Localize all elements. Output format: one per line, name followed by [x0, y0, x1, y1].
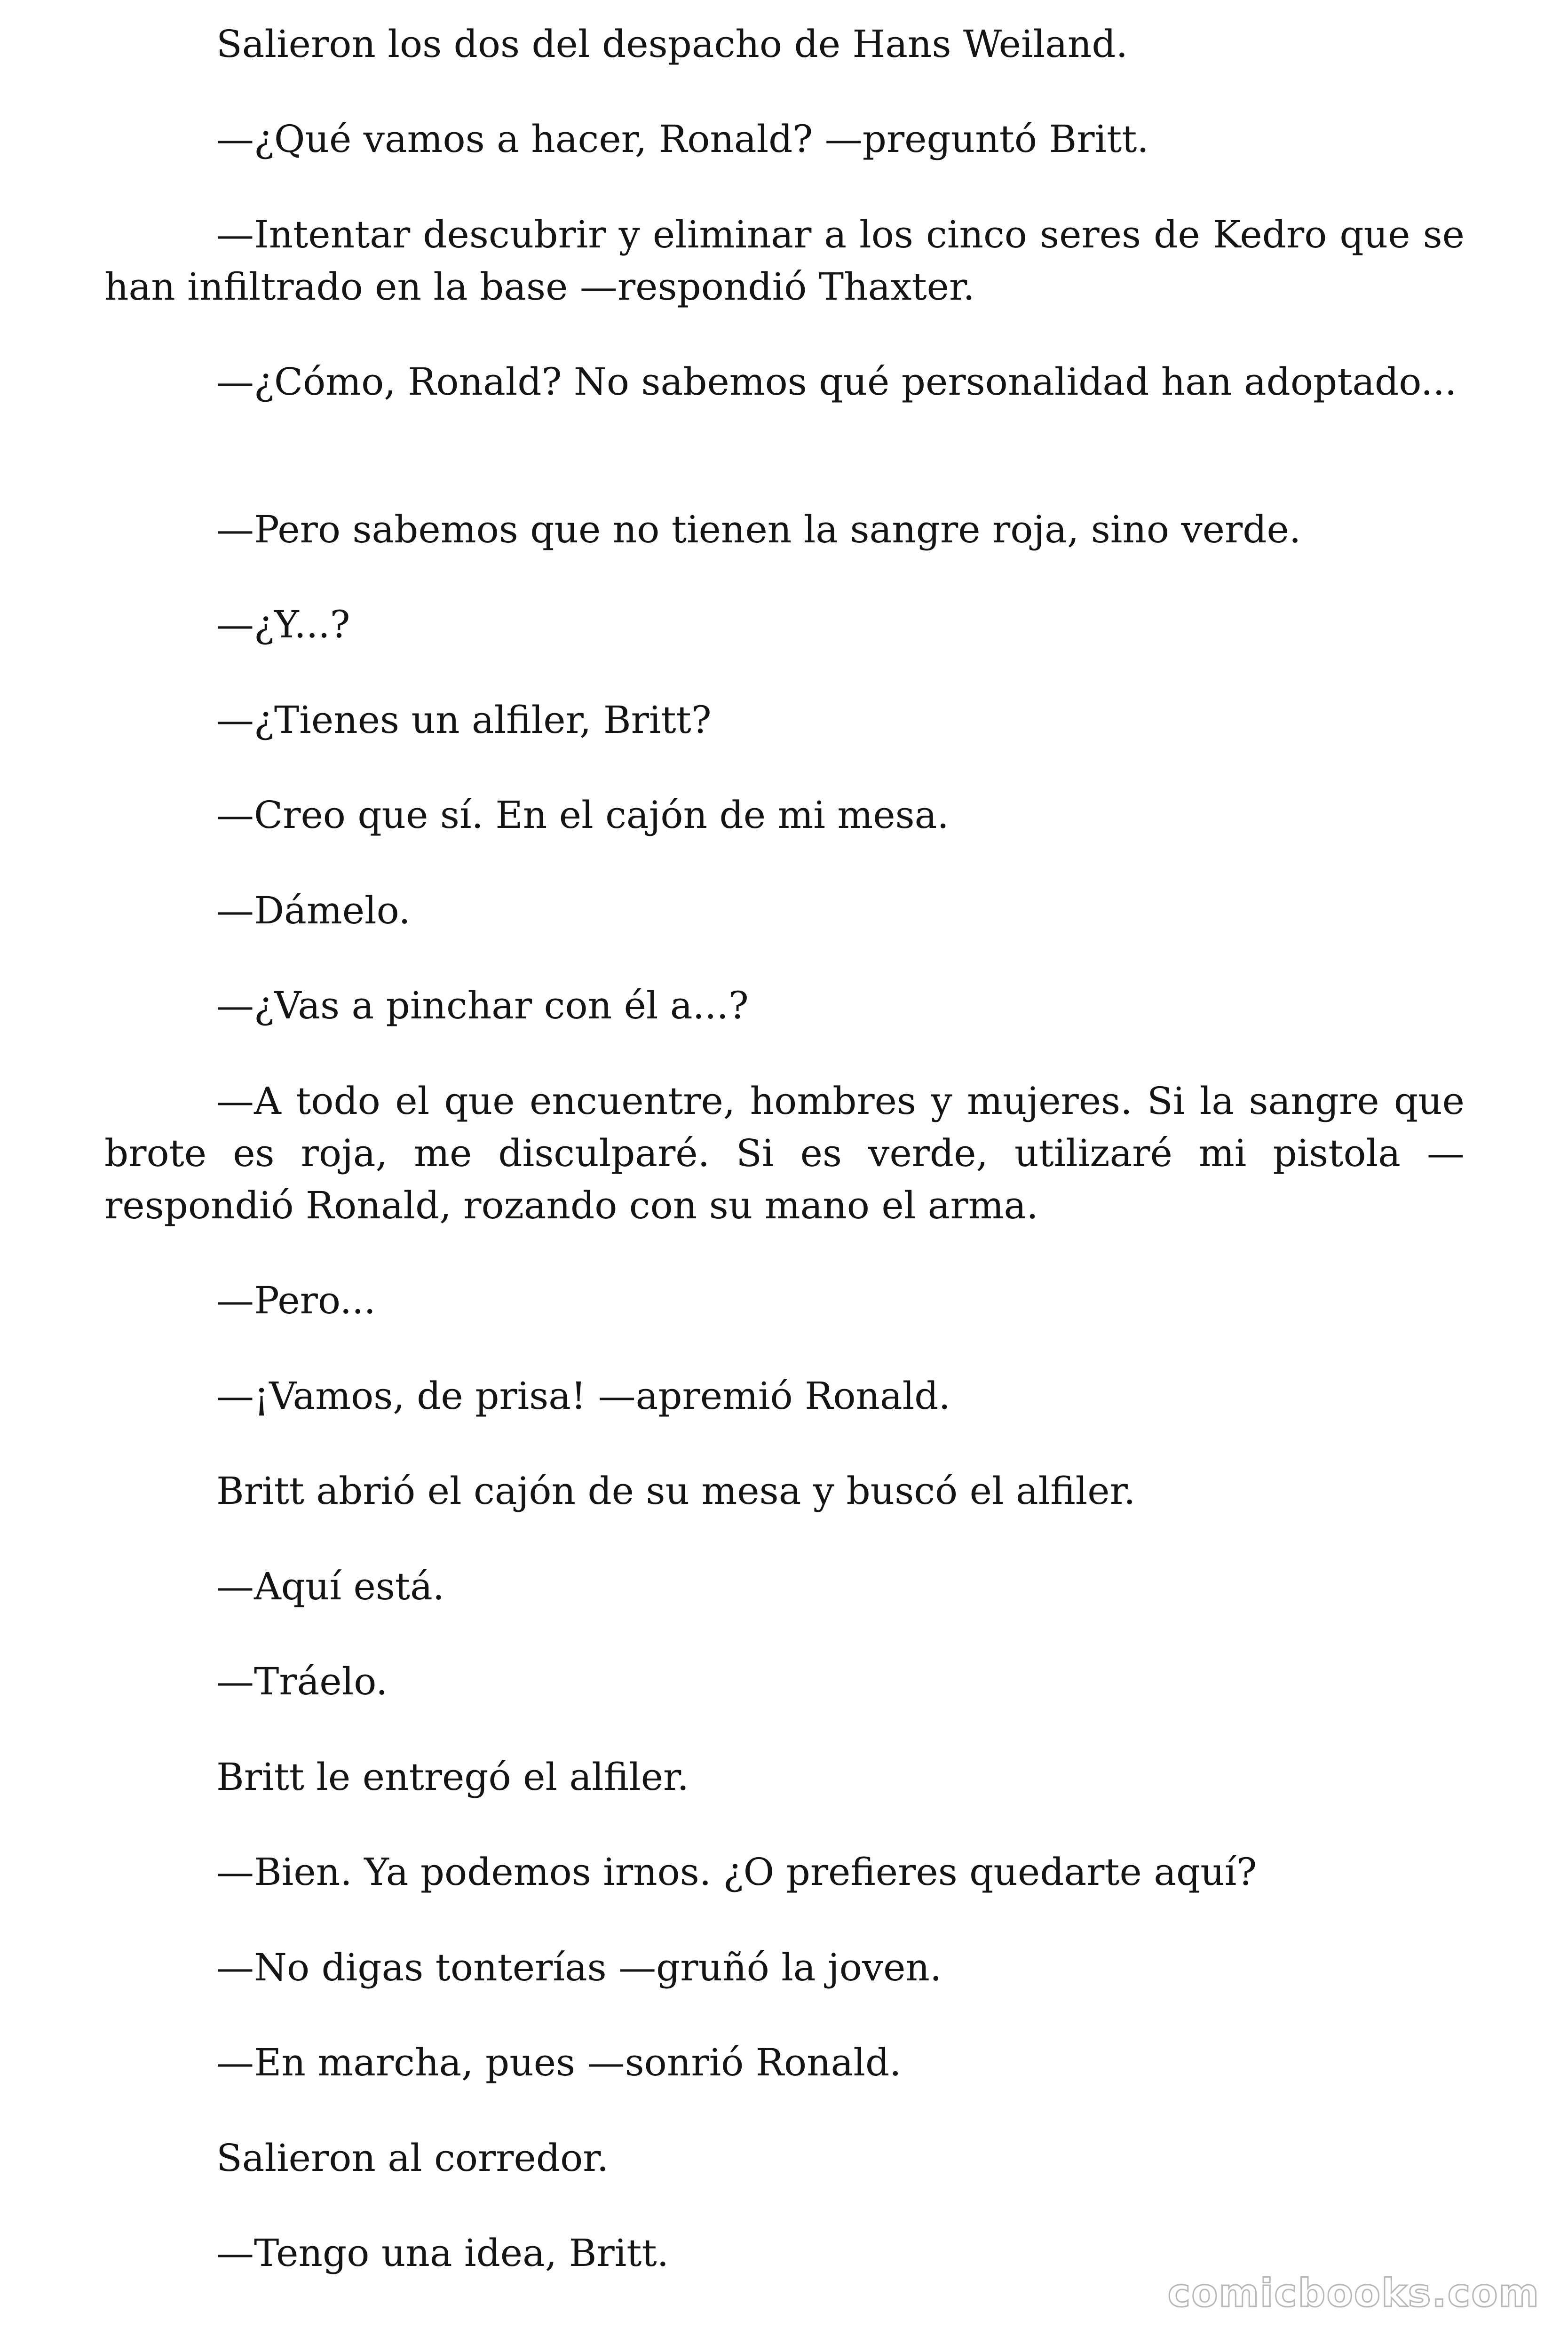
- paragraph: —Bien. Ya podemos irnos. ¿O prefieres quedarte aquí?: [216, 1850, 1257, 1894]
- paragraph: —¿Y...?: [216, 603, 350, 646]
- paragraph: Salieron al corredor.: [216, 2136, 609, 2180]
- paragraph: —Intentar descubrir y eliminar a los cinco seres de Kedro que se han infiltrado en la base —respondió Thaxter.: [104, 213, 1465, 309]
- paragraph: —Aquí está.: [216, 1565, 445, 1608]
- paragraph: —¡Vamos, de prisa! —apremió Ronald.: [216, 1374, 950, 1418]
- watermark: comicbooks.com: [1167, 2271, 1540, 2316]
- paragraph: —Tengo una idea, Britt.: [216, 2231, 669, 2275]
- paragraph: —Creo que sí. En el cajón de mi mesa.: [216, 793, 949, 837]
- paragraph: —No digas tonterías —gruñó la joven.: [216, 1946, 942, 1989]
- paragraph: Britt le entregó el alfiler.: [216, 1755, 689, 1799]
- paragraph: —Pero sabemos que no tienen la sangre roja, sino verde.: [216, 508, 1301, 551]
- paragraph: —Dámelo.: [216, 889, 411, 932]
- paragraph: —¿Qué vamos a hacer, Ronald? —preguntó Britt.: [216, 117, 1149, 161]
- paragraph: —¿Vas a pinchar con él a...?: [216, 984, 749, 1027]
- paragraph: —¿Cómo, Ronald? No sabemos qué personalidad han adoptado...: [216, 360, 1457, 404]
- paragraph: —Pero...: [216, 1279, 376, 1322]
- paragraph: Salieron los dos del despacho de Hans Weiland.: [216, 22, 1128, 66]
- paragraph: Britt abrió el cajón de su mesa y buscó el alfiler.: [216, 1469, 1136, 1513]
- paragraph: —Tráelo.: [216, 1660, 388, 1703]
- paragraph: —A todo el que encuentre, hombres y mujeres. Si la sangre que brote es roja, me disculparé. Si es verde, utilizaré mi pistola —respondió Ronald, rozando con su mano el arma.: [104, 1079, 1465, 1227]
- paragraph: —En marcha, pues —sonrió Ronald.: [216, 2041, 902, 2084]
- paragraph: —¿Tienes un alfiler, Britt?: [216, 698, 712, 742]
